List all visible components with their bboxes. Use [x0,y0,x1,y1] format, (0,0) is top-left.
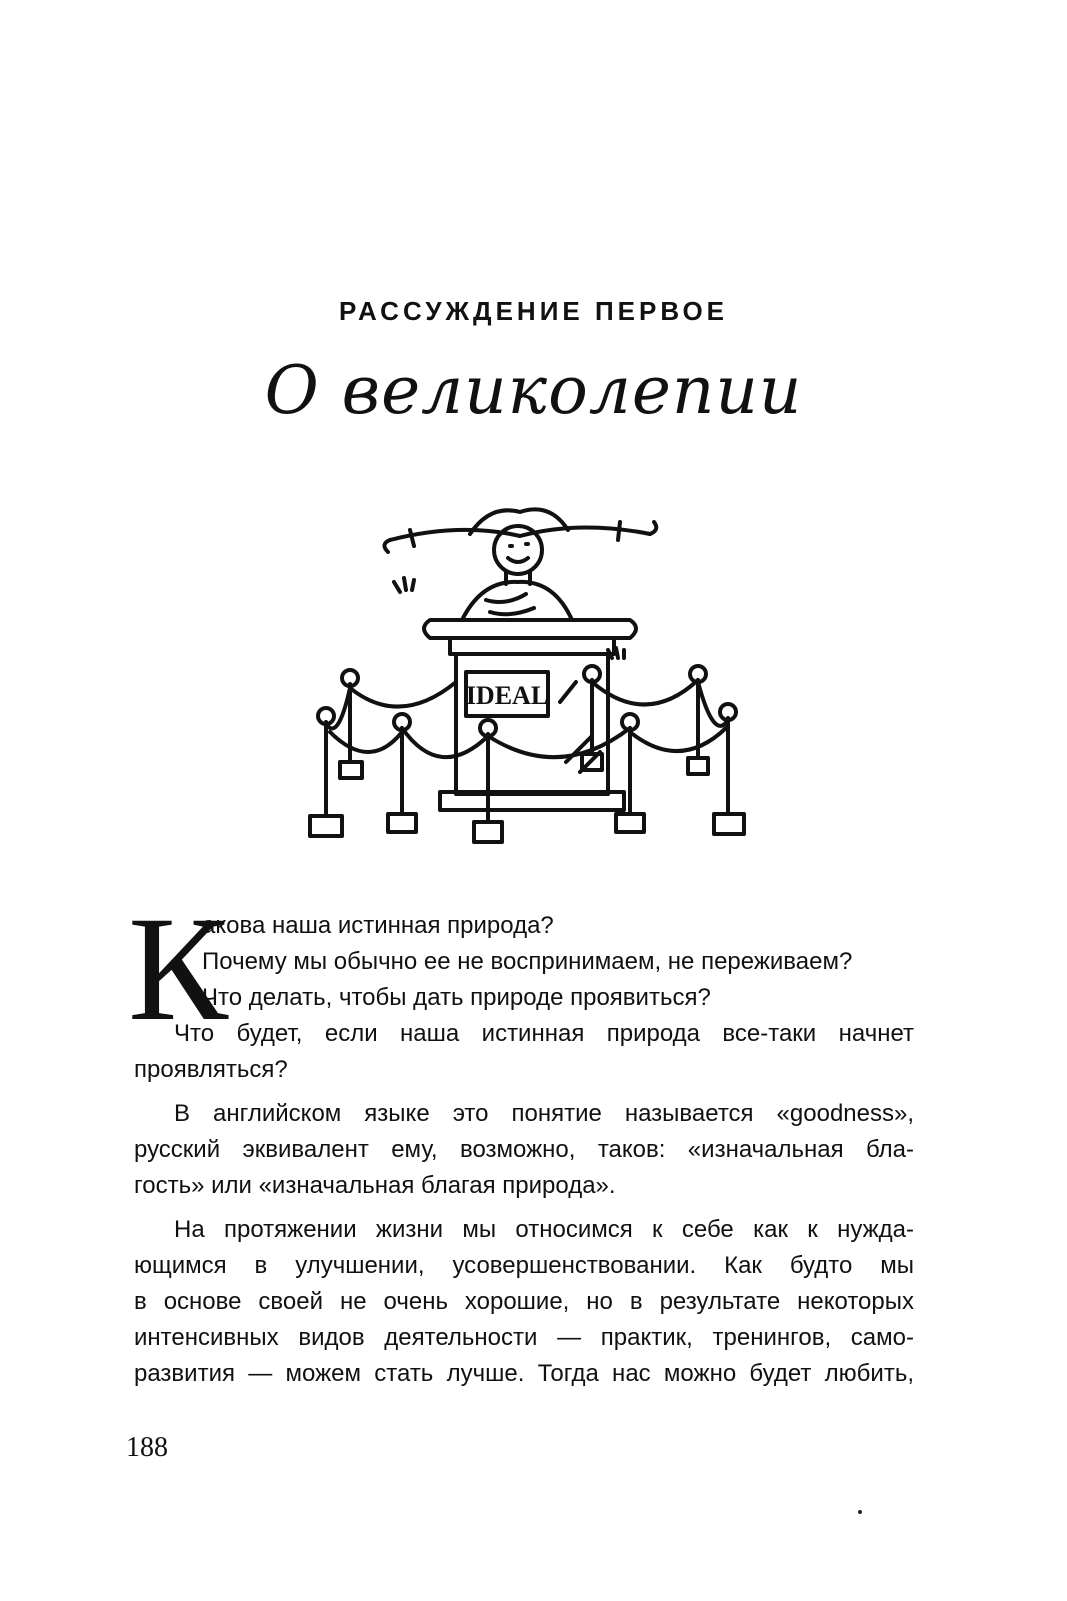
paragraph-line: русский эквивалент ему, возможно, таков: «изначальная бла- [134,1136,914,1163]
body-text [134,908,914,1392]
chapter-label: РАССУЖДЕНИЕ ПЕРВОЕ [338,296,729,326]
paragraph-line: проявляться? [134,1056,288,1083]
chapter-title: О великолепии [264,352,803,429]
paragraph-line: развития — можем стать лучше. Тогда нас можно будет любить, [134,1360,914,1387]
paragraph-line: интенсивных видов деятельности — практик, тренингов, само- [134,1324,914,1351]
intro-line: Почему мы обычно ее не воспринимаем, не переживаем? [202,948,853,975]
paragraph-line: ющимся в улучшении, усовершенствовании. Как будто мы [134,1252,914,1279]
paragraph [134,1096,914,1204]
intro-line: акова наша истинная природа? [202,912,554,939]
print-speck [858,1510,862,1514]
paragraph-line: Что будет, если наша истинная природа все-таки начнет [174,1020,914,1047]
paragraph-line: гость» или «изначальная благая природа». [134,1172,616,1199]
intro-line: Что делать, чтобы дать природе проявиться? [202,984,711,1011]
paragraph-line: в основе своей не очень хорошие, но в результате некоторых [134,1288,914,1315]
paragraph [134,1016,914,1088]
plaque-text: IDEAL [465,681,549,710]
paragraph-line: На протяжении жизни мы относимся к себе как к нужда- [174,1216,914,1243]
page-number: 188 [126,1432,168,1463]
drop-cap: К [128,886,229,1052]
ideal-bust-illustration [290,492,770,852]
paragraph [134,1212,914,1392]
paragraph-line: В английском языке это понятие называется «goodness», [174,1100,914,1127]
